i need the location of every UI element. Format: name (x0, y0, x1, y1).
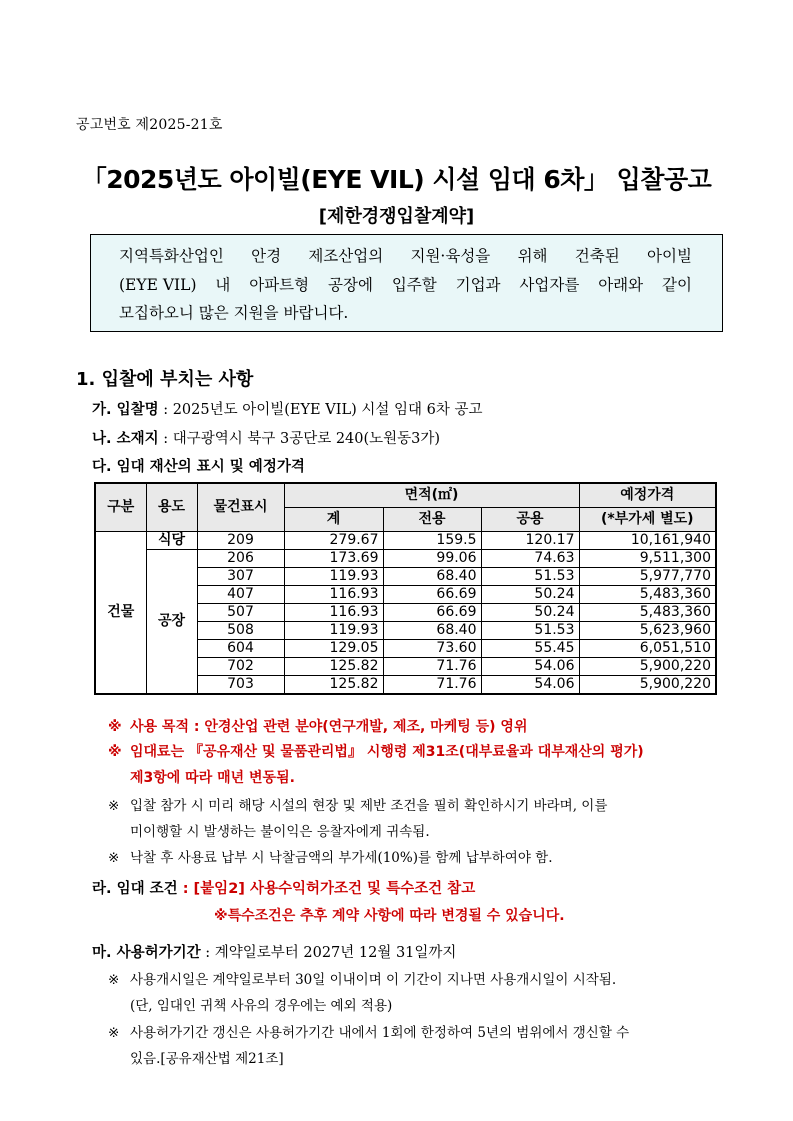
cell-price: 10,161,940 (579, 532, 716, 550)
note-rent-law-cont: 제3항에 따라 매년 변동됨. (130, 770, 295, 786)
item-label: 가. 입찰명 (92, 402, 159, 418)
cell-use: 공장 (146, 550, 197, 695)
header-total: 계 (284, 508, 383, 532)
intro-line-1 (119, 242, 692, 271)
header-price: 예정가격 (579, 483, 716, 508)
cell-price: 5,483,360 (579, 586, 716, 604)
cell-common: 51.53 (481, 622, 579, 640)
cell-total: 119.93 (284, 622, 383, 640)
cell-total: 116.93 (284, 586, 383, 604)
note-mark: ※ (108, 850, 120, 866)
header-exclusive: 전용 (383, 508, 481, 532)
item-permit-period (92, 941, 456, 962)
cell-price: 5,483,360 (579, 604, 716, 622)
note-text: 임대료는 『공유재산 및 물품관리법』 시행령 제31조(대부료율과 대부재산의 평가) (130, 744, 644, 760)
item-label: 마. 사용허가기간 (92, 945, 201, 961)
cell-unit: 702 (197, 658, 284, 676)
item-sep: : (200, 945, 215, 961)
note-mark: ※ (108, 719, 122, 735)
cell-price: 5,623,960 (579, 622, 716, 640)
cell-exclusive: 71.76 (383, 658, 481, 676)
cell-price: 6,051,510 (579, 640, 716, 658)
cell-unit: 407 (197, 586, 284, 604)
item-label: 다. 임대 재산의 표시 및 예정가격 (92, 459, 305, 475)
rental-table (94, 482, 717, 695)
note-vat (108, 846, 553, 866)
cell-exclusive: 68.40 (383, 622, 481, 640)
intro-word: 사업자를 (519, 275, 580, 294)
section-heading: 1. 입찰에 부치는 사항 (76, 369, 254, 390)
cell-unit: 703 (197, 676, 284, 695)
cell-exclusive: 71.76 (383, 676, 481, 695)
intro-word: 지원·육성을 (410, 247, 491, 265)
cell-exclusive: 99.06 (383, 550, 481, 568)
cell-price: 5,900,220 (579, 658, 716, 676)
item-bid-name (92, 398, 482, 419)
note-mark: ※ (108, 798, 120, 814)
intro-word: (EYE VIL) (119, 275, 197, 294)
cell-unit: 507 (197, 604, 284, 622)
rental-table-wrap (94, 482, 717, 695)
note-mark: ※ (108, 744, 122, 760)
cell-price: 5,900,220 (579, 676, 716, 695)
cell-use: 식당 (146, 532, 197, 550)
conditions-subnote: ※특수조건은 추후 계약 사항에 따라 변경될 수 있습니다. (214, 908, 565, 924)
cell-common: 74.63 (481, 550, 579, 568)
cell-unit: 307 (197, 568, 284, 586)
note-text: 사용 목적 : 안경산업 관련 분야(연구개발, 제조, 마케팅 등) 영위 (130, 719, 528, 735)
table-row (95, 532, 716, 550)
note-start-date (108, 968, 616, 988)
intro-word: 아래와 (598, 275, 644, 294)
cell-common: 51.53 (481, 568, 579, 586)
item-label: 나. 소재지 (92, 431, 159, 447)
note-mark: ※ (108, 972, 120, 988)
intro-word: 제조산업의 (308, 247, 384, 265)
intro-word: 모집하오니 많은 지원을 바랍니다. (119, 304, 349, 322)
intro-word: 안경 (251, 247, 282, 265)
cell-common: 50.24 (481, 586, 579, 604)
cell-common: 55.45 (481, 640, 579, 658)
intro-line-2 (119, 271, 692, 300)
note-text: 사용개시일은 계약일로부터 30일 이내이며 이 기간이 지나면 사용개시일이 시작됨. (130, 972, 617, 988)
item-label: 라. 임대 조건 (92, 881, 178, 897)
note-renewal-cont: 있음.[공유재산법 제21조] (130, 1051, 284, 1067)
item-sep: : (158, 431, 173, 447)
intro-box (90, 234, 723, 332)
cell-total: 116.93 (284, 604, 383, 622)
item-sep: : (177, 881, 194, 897)
item-value: 대구광역시 북구 3공단로 240(노원동3가) (172, 431, 441, 447)
cell-exclusive: 68.40 (383, 568, 481, 586)
cell-common: 120.17 (481, 532, 579, 550)
note-mark: ※ (108, 1025, 120, 1041)
notice-number: 공고번호 제2025-21호 (76, 117, 223, 133)
cell-exclusive: 66.69 (383, 586, 481, 604)
cell-category: 건물 (95, 532, 146, 695)
cell-total: 125.82 (284, 676, 383, 695)
note-text: 낙찰 후 사용료 납부 시 낙찰금액의 부가세(10%)를 함께 납부하여야 함. (130, 850, 553, 866)
header-category: 구분 (95, 483, 146, 532)
note-text: 사용허가기간 갱신은 사용허가기간 내에서 1회에 한정하여 5년의 범위에서 갱신할 수 (130, 1025, 630, 1041)
cell-exclusive: 66.69 (383, 604, 481, 622)
item-value: 계약일로부터 2027년 12월 31일까지 (214, 945, 457, 961)
intro-word: 입주할 (391, 275, 437, 294)
item-value: [붙임2] 사용수익허가조건 및 특수조건 참고 (193, 881, 476, 897)
cell-unit: 209 (197, 532, 284, 550)
intro-word: 내 (215, 275, 231, 294)
header-price-note: (*부가세 별도) (579, 508, 716, 532)
cell-total: 119.93 (284, 568, 383, 586)
note-site-check-cont: 미이행할 시 발생하는 불이익은 응찰자에게 귀속됨. (130, 824, 430, 840)
cell-total: 173.69 (284, 550, 383, 568)
cell-exclusive: 73.60 (383, 640, 481, 658)
header-unit: 물건표시 (197, 483, 284, 532)
table-row (95, 550, 716, 568)
cell-total: 125.82 (284, 658, 383, 676)
note-purpose (108, 716, 527, 736)
intro-word: 아이빌 (647, 247, 692, 265)
item-value: 2025년도 아이빌(EYE VIL) 시설 임대 6차 공고 (172, 402, 483, 418)
note-rent-law (108, 741, 644, 761)
item-sep: : (158, 402, 173, 418)
header-common: 공용 (481, 508, 579, 532)
item-location (92, 427, 440, 448)
header-area: 면적(㎡) (284, 483, 579, 508)
cell-exclusive: 159.5 (383, 532, 481, 550)
note-site-check (108, 794, 607, 814)
page-title: 「2025년도 아이빌(EYE VIL) 시설 임대 6차」 입찰공고 (81, 165, 712, 194)
cell-common: 50.24 (481, 604, 579, 622)
intro-word: 건축된 (574, 247, 620, 265)
item-conditions (92, 877, 475, 898)
cell-total: 279.67 (284, 532, 383, 550)
intro-word: 기업과 (455, 275, 501, 294)
cell-common: 54.06 (481, 676, 579, 695)
cell-unit: 206 (197, 550, 284, 568)
intro-word: 공장에 (328, 275, 373, 294)
note-renewal (108, 1021, 629, 1041)
intro-word: 같이 (661, 275, 692, 294)
intro-word: 위해 (517, 247, 548, 265)
page-subtitle: [제한경쟁입찰계약] (318, 206, 475, 227)
intro-word: 지역특화산업인 (119, 247, 224, 265)
cell-common: 54.06 (481, 658, 579, 676)
intro-line-3 (119, 299, 692, 328)
cell-total: 129.05 (284, 640, 383, 658)
header-use: 용도 (146, 483, 197, 532)
note-start-date-cont: (단, 임대인 귀책 사유의 경우에는 예외 적용) (130, 998, 393, 1014)
cell-price: 5,977,770 (579, 568, 716, 586)
item-property (92, 455, 305, 476)
intro-word: 아파트형 (249, 275, 310, 294)
cell-unit: 604 (197, 640, 284, 658)
note-text: 입찰 참가 시 미리 해당 시설의 현장 및 제반 조건을 필히 확인하시기 바라며, 이를 (130, 798, 608, 814)
cell-price: 9,511,300 (579, 550, 716, 568)
cell-unit: 508 (197, 622, 284, 640)
